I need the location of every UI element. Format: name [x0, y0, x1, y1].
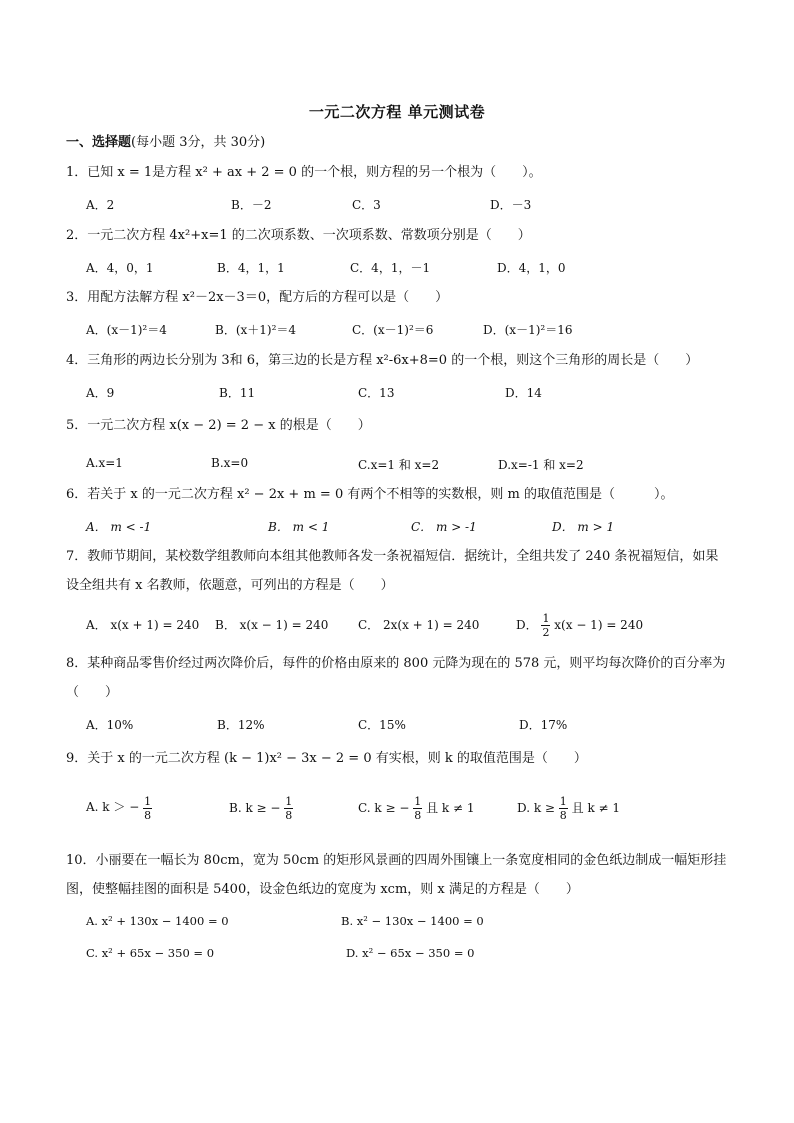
- q9-c-fraction: [413, 795, 422, 822]
- section-heading: [66, 131, 265, 150]
- q7-option-d-tail: x(x − 1) = 240: [554, 618, 644, 632]
- q7-option-a[interactable]: A． x(x + 1) = 240: [86, 618, 200, 632]
- q5-option-b[interactable]: B.x=0: [211, 456, 249, 470]
- question-8-stem: 8．某种商品零售价经过两次降价后，每件的价格由原来的 800 元降为现在的 578 元，则平均每次降价的百分率为（ ）: [66, 656, 726, 700]
- q9-option-d[interactable]: [517, 795, 620, 822]
- q9-d-fraction: [559, 795, 568, 822]
- q3-option-a[interactable]: A．(x－1)²＝4: [86, 323, 167, 337]
- question-2-options: [86, 259, 726, 279]
- q9-c-fraction-num: 1: [414, 795, 422, 808]
- question-2-stem: 2．一元二次方程 4x²+x=1 的二次项系数、一次项系数、常数项分别是（ ）: [66, 228, 531, 243]
- q9-option-c-tail: 且 k ≠ 1: [426, 801, 475, 815]
- q9-d-fraction-den: 8: [559, 809, 567, 822]
- q1-option-b[interactable]: B．－2: [231, 198, 272, 212]
- q7-fraction: [541, 612, 550, 639]
- question-6-stem: 6．若关于 x 的一元二次方程 x² − 2x + m = 0 有两个不相等的实数根，则 m 的取值范围是（ ）。: [66, 487, 674, 502]
- q1-option-d[interactable]: D．－3: [490, 198, 532, 212]
- q8-option-d[interactable]: D．17%: [519, 718, 568, 732]
- q3-option-c[interactable]: C．(x－1)²＝6: [352, 323, 434, 337]
- q10-option-a[interactable]: A. x² + 130x − 1400 = 0: [86, 914, 229, 928]
- q5-option-c[interactable]: C.x=1 和 x=2: [358, 458, 440, 472]
- question-1-stem: 1．已知 x = 1是方程 x² + ax + 2 = 0 的一个根，则方程的另一个根为（ ）。: [66, 165, 542, 180]
- q9-b-fraction-den: 8: [285, 809, 293, 822]
- question-8-options: [86, 716, 726, 736]
- question-7-stem: 7．教师节期间，某校数学组教师向本组其他教师各发一条祝福短信．据统计，全组共发了 240 条祝福短信，如果设全组共有 x 名教师，依题意，可列出的方程是（ ）: [66, 549, 719, 593]
- q6-option-d[interactable]: D． m > 1: [552, 520, 615, 534]
- q7-fraction-den: 2: [542, 626, 550, 639]
- q9-b-fraction-num: 1: [285, 795, 293, 808]
- section-name: 一、选择题: [66, 135, 132, 150]
- q1-option-c[interactable]: C．3: [352, 198, 381, 212]
- question-10-stem: 10．小丽要在一幅长为 80cm，宽为 50cm 的矩形风景画的四周外围镶上一条宽度相同的金色纸边制成一幅矩形挂图，使整幅挂图的面积是 5400，设金色纸边的宽度为 xcm，则 x 满足的方程是（ ）: [66, 853, 727, 897]
- q8-option-b[interactable]: B．12%: [217, 718, 265, 732]
- question-4-stem: 4．三角形的两边长分别为 3和 6，第三边的长是方程 x²-6x+8=0 的一个根，则这个三角形的周长是（ ）: [66, 353, 699, 368]
- q10-option-b[interactable]: B. x² − 130x − 1400 = 0: [341, 914, 484, 928]
- q9-option-a-label: A. k ＞ −: [86, 800, 140, 814]
- question-3-stem: 3．用配方法解方程 x²－2x－3＝0，配方后的方程可以是（ ）: [66, 290, 449, 305]
- q10-option-c[interactable]: C. x² + 65x − 350 = 0: [86, 946, 215, 960]
- q9-option-c-label: C. k ≥ −: [358, 801, 410, 815]
- q8-option-c[interactable]: C．15%: [358, 718, 406, 732]
- q9-option-d-tail: 且 k ≠ 1: [571, 801, 621, 815]
- question-3-options: [86, 321, 726, 341]
- q9-a-fraction-num: 1: [144, 795, 152, 808]
- q9-option-a[interactable]: [86, 795, 152, 822]
- q4-option-b[interactable]: B．11: [219, 386, 256, 400]
- question-4-options: [86, 384, 726, 404]
- q3-option-d[interactable]: D．(x－1)²＝16: [483, 323, 573, 337]
- q2-option-a[interactable]: A．4，0，1: [86, 261, 154, 275]
- question-5-stem: 5．一元二次方程 x(x − 2) = 2 − x 的根是（ ）: [66, 418, 371, 433]
- q9-option-b[interactable]: [229, 795, 293, 822]
- q9-c-fraction-den: 8: [414, 809, 422, 822]
- q7-option-d[interactable]: [516, 612, 643, 639]
- question-6-options: [86, 518, 726, 538]
- q6-option-c[interactable]: C． m > -1: [411, 520, 477, 534]
- q4-option-d[interactable]: D．14: [505, 386, 542, 400]
- question-5-options: [86, 456, 726, 476]
- q3-option-b[interactable]: B．(x＋1)²＝4: [215, 323, 297, 337]
- question-7-options: [86, 612, 726, 638]
- q9-d-fraction-num: 1: [559, 795, 567, 808]
- question-9-stem: 9．关于 x 的一元二次方程 (k − 1)x² − 3x − 2 = 0 有实根，则 k 的取值范围是（ ）: [66, 751, 587, 766]
- question-10-options-row2: [86, 946, 726, 966]
- q7-option-b[interactable]: B． x(x − 1) = 240: [215, 618, 329, 632]
- q7-option-d-label: D．: [516, 618, 538, 632]
- q7-fraction-num: 1: [542, 612, 550, 625]
- q6-option-a[interactable]: A． m < -1: [86, 520, 152, 534]
- q7-option-c[interactable]: C． 2x(x + 1) = 240: [358, 618, 480, 632]
- page-title: 一元二次方程 单元测试卷: [308, 103, 486, 121]
- q5-option-a[interactable]: A.x=1: [86, 456, 123, 470]
- question-10-options-row1: [86, 914, 726, 934]
- section-note: (每小题 3分，共 30分): [131, 135, 266, 150]
- q9-option-b-label: B. k ≥ −: [229, 801, 281, 815]
- q1-option-a[interactable]: A．2: [86, 198, 115, 212]
- q10-option-d[interactable]: D. x² − 65x − 350 = 0: [346, 946, 475, 960]
- q5-option-d[interactable]: D.x=-1 和 x=2: [498, 458, 584, 472]
- q2-option-b[interactable]: B．4，1，1: [217, 261, 285, 275]
- q9-b-fraction: [284, 795, 293, 822]
- q6-option-b[interactable]: B． m < 1: [268, 520, 330, 534]
- q9-option-d-label: D. k ≥: [517, 801, 555, 815]
- question-1-options: [86, 196, 726, 216]
- q9-option-c[interactable]: [358, 795, 474, 822]
- q9-a-fraction: [143, 795, 152, 822]
- q9-a-fraction-den: 8: [144, 809, 152, 822]
- q2-option-d[interactable]: D．4，1，0: [497, 261, 566, 275]
- q2-option-c[interactable]: C．4，1，－1: [350, 261, 431, 275]
- q4-option-c[interactable]: C．13: [358, 386, 395, 400]
- q4-option-a[interactable]: A．9: [86, 386, 115, 400]
- question-9-options: [86, 795, 726, 829]
- q8-option-a[interactable]: A．10%: [86, 718, 134, 732]
